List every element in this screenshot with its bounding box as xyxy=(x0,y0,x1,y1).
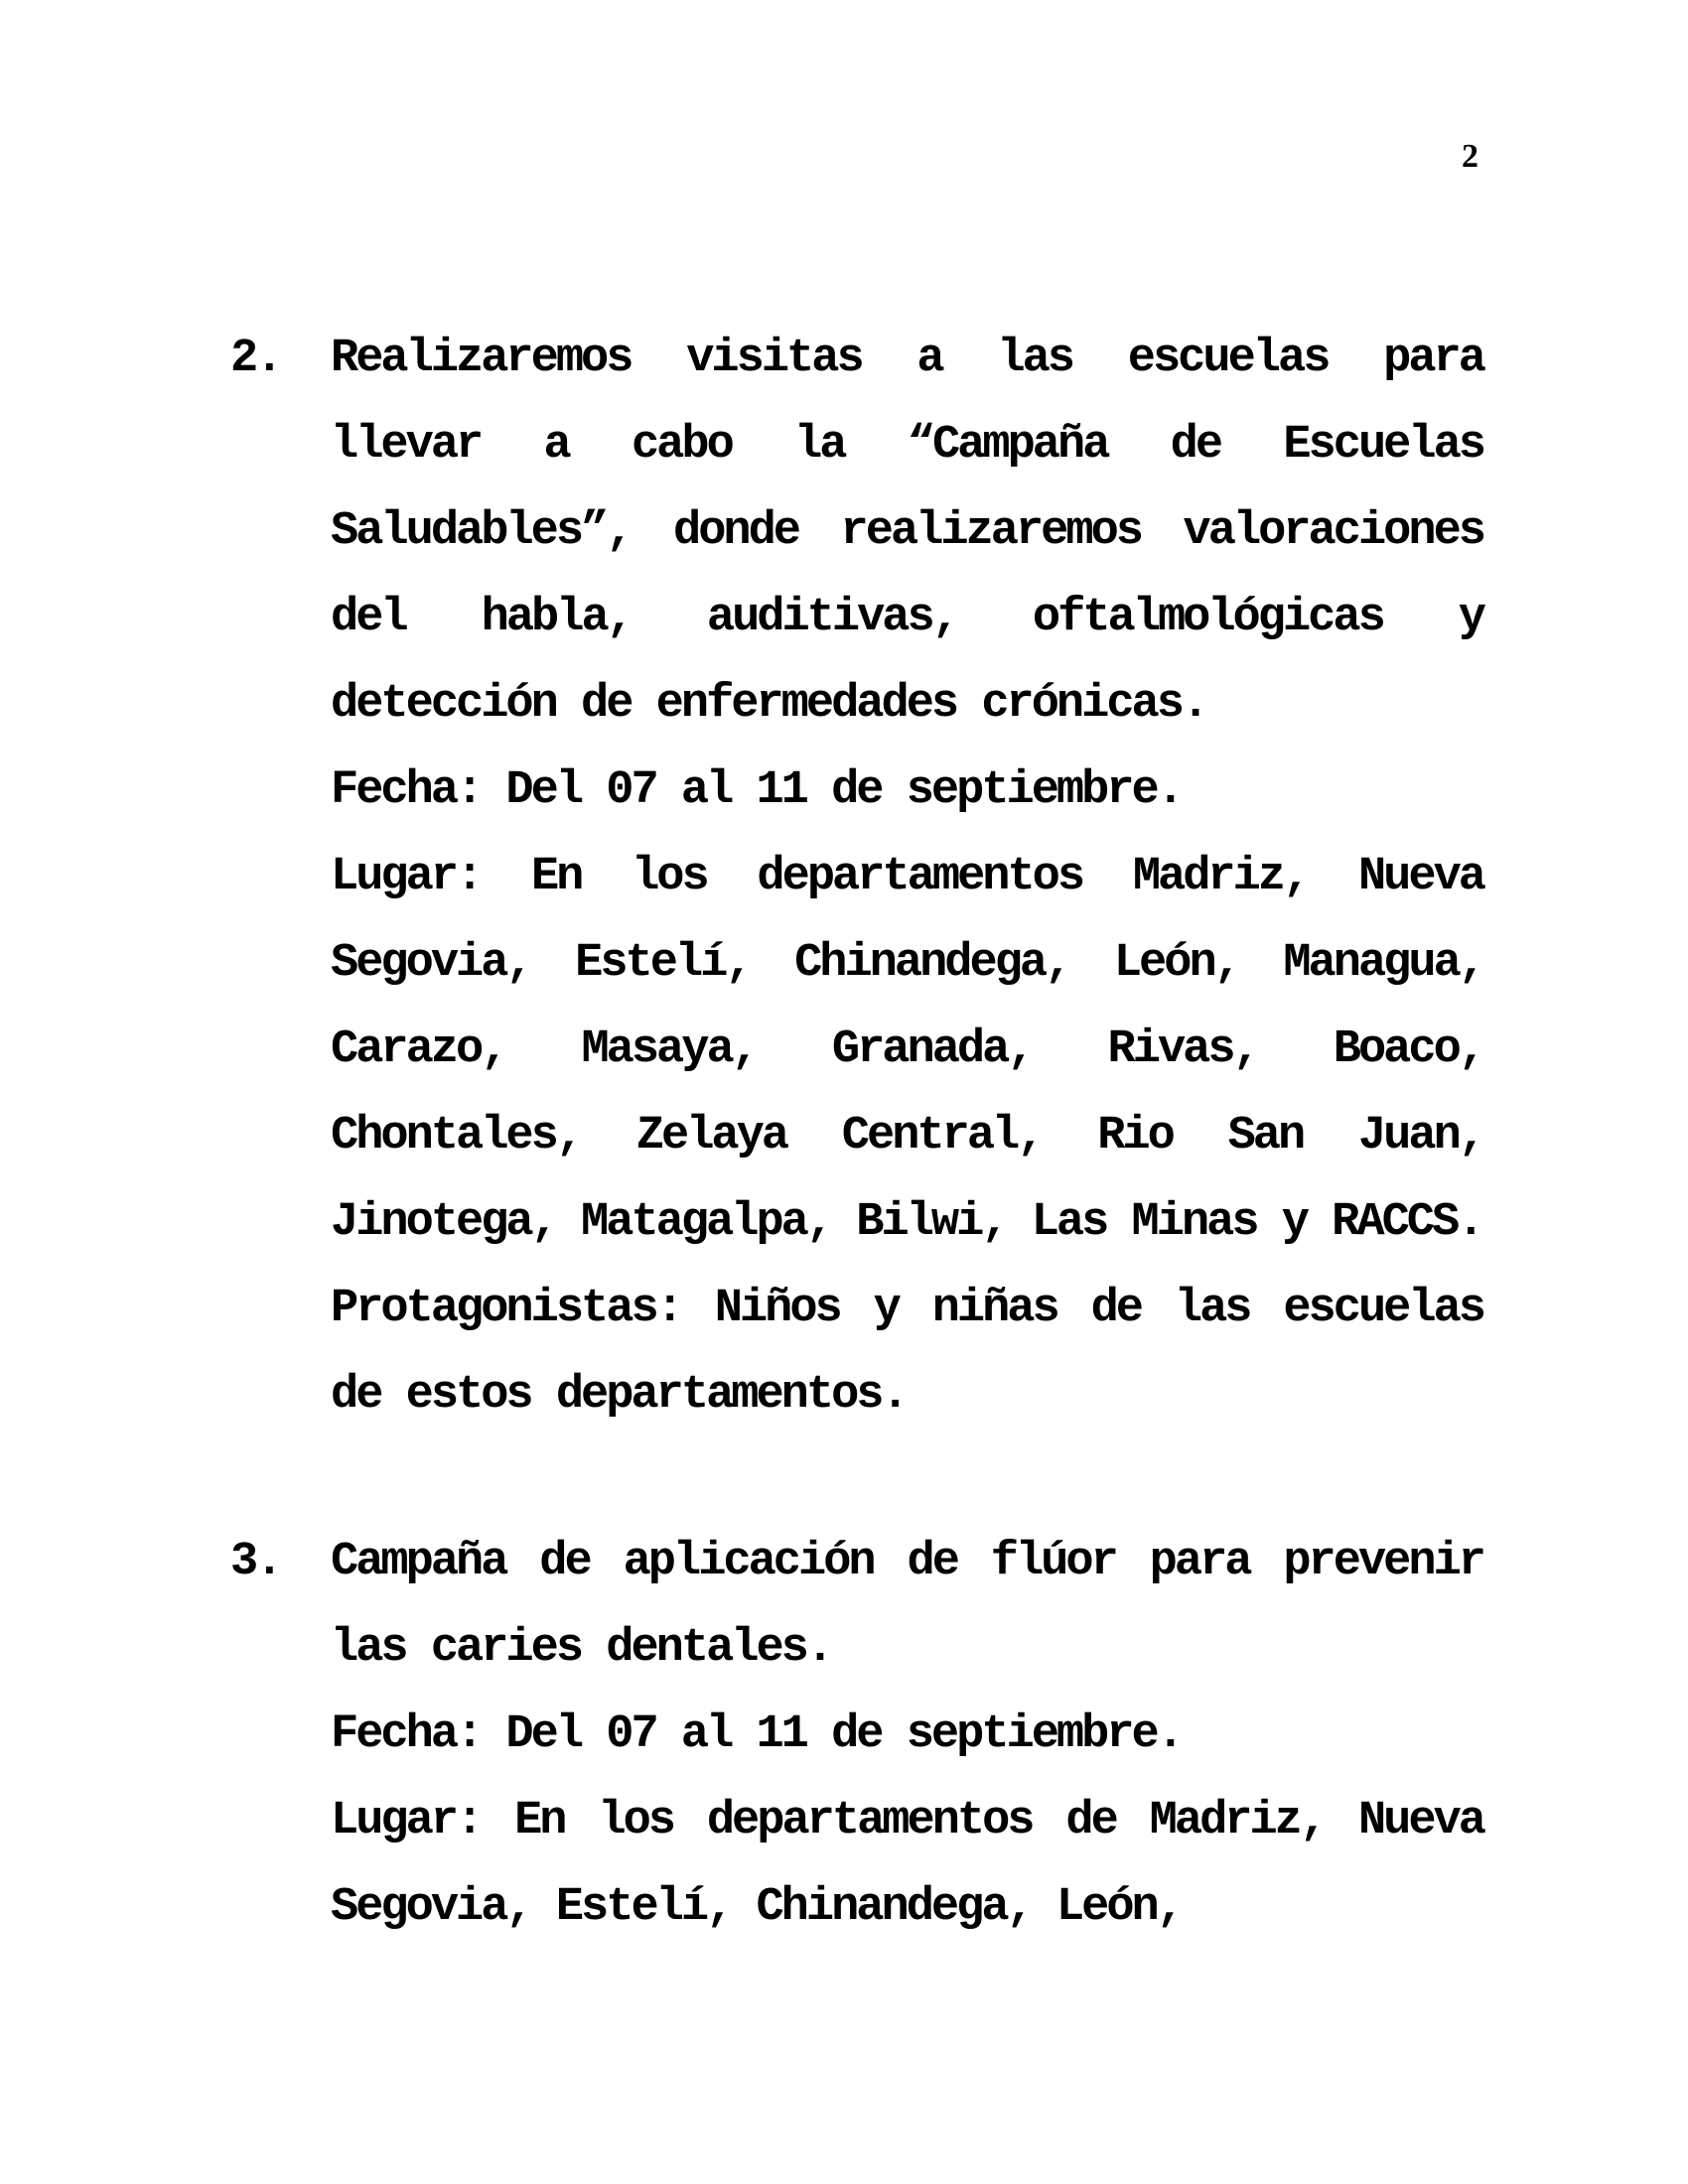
list-item-body xyxy=(331,1519,1483,1951)
list-item-number: 2. xyxy=(230,333,281,385)
list-item xyxy=(230,1519,1483,1951)
list-item-number: 3. xyxy=(230,1536,281,1588)
page-number: 2 xyxy=(1462,138,1478,175)
item-location: Lugar: En los departamentos de Madriz, Nueva Segovia, Estelí, Chinandega, León, xyxy=(331,1795,1483,1934)
item-description: Campaña de aplicación de flúor para prevenir las caries dentales. xyxy=(331,1536,1483,1675)
item-date: Fecha: Del 07 al 11 de septiembre. xyxy=(331,764,1182,817)
item-participants: Protagonistas: Niños y niñas de las escuelas de estos departamentos. xyxy=(331,1283,1483,1422)
item-location: Lugar: En los departamentos Madriz, Nueva Segovia, Estelí, Chinandega, León, Managua, Carazo, Masaya, Granada, Rivas, Boaco, Chontales, Zelaya Central, Rio San Juan, Jinotega, Matagalpa, Bilwi, Las Minas y RACCS. xyxy=(331,851,1483,1249)
item-date: Fecha: Del 07 al 11 de septiembre. xyxy=(331,1708,1182,1761)
list-item xyxy=(230,316,1483,1438)
list-item-body xyxy=(331,316,1483,1438)
item-description: Realizaremos visitas a las escuelas para llevar a cabo la “Campaña de Escuelas Saludables”, donde realizaremos valoraciones del habla, auditivas, oftalmológicas y detección de enfermedades crónicas. xyxy=(331,333,1483,731)
